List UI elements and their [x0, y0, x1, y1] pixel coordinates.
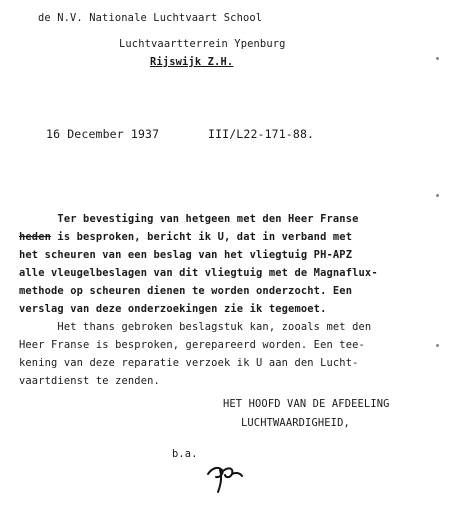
closing-ba: b.a. — [172, 448, 198, 460]
sender-line-1: de N.V. Nationale Luchtvaart School — [38, 12, 263, 24]
closing-title-line-1: HET HOOFD VAN DE AFDEELING — [223, 398, 390, 410]
body-line: verslag van deze onderzoekingen zie ik tegemoet. — [19, 303, 327, 315]
sender-line-2: Luchtvaartterrein Ypenburg — [119, 38, 286, 50]
body-line: Heer Franse is besproken, gerepareerd worden. Een tee- — [19, 339, 365, 351]
body-line — [19, 231, 352, 243]
handwritten-signature-icon — [204, 462, 248, 496]
body-line: vaartdienst te zenden. — [19, 375, 160, 387]
scan-speck — [436, 57, 439, 60]
body-line: Ter bevestiging van hetgeen met den Heer Franse — [19, 213, 359, 225]
letter-reference: III/L22-171-88. — [208, 127, 315, 141]
sender-line-3: Rijswijk Z.H. — [150, 56, 234, 68]
body-line-rest: is besproken, bericht ik U, dat in verband met — [51, 231, 353, 243]
body-line: alle vleugelbeslagen van dit vliegtuig met de Magnaflux- — [19, 267, 378, 279]
body-line: kening van deze reparatie verzoek ik U aan den Lucht- — [19, 357, 359, 369]
scan-speck — [436, 194, 439, 197]
struck-word: heden — [19, 231, 52, 243]
body-line: methode op scheuren dienen te worden onderzocht. Een — [19, 285, 353, 297]
body-line: het scheuren van een beslag van het vliegtuig PH-APZ — [19, 249, 353, 261]
scan-speck — [436, 344, 439, 347]
body-line: Het thans gebroken beslagstuk kan, zooals met den — [19, 321, 372, 333]
letter-date: 16 December 1937 — [46, 127, 160, 141]
closing-title-line-2: LUCHTWAARDIGHEID, — [241, 417, 350, 429]
